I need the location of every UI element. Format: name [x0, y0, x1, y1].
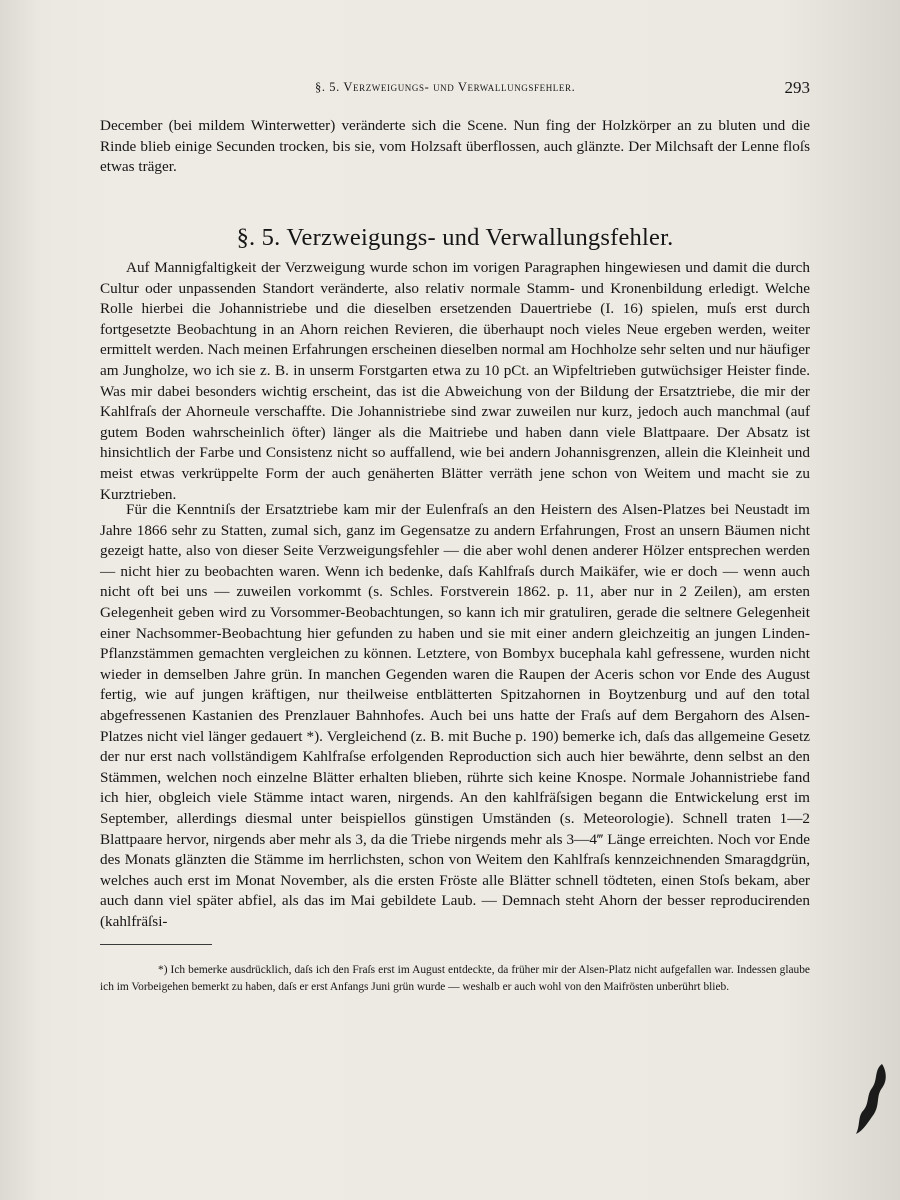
running-head-title: §. 5. Verzweigungs- und Verwallungsfehler. [315, 80, 576, 94]
footnote: *) Ich bemerke ausdrücklich, daſs ich den Fraſs erst im August entdeckte, da früher mir der Alsen-Platz nicht aufgefallen war. Indessen glaube ich im Vorbeigehen bemerkt zu haben, daſs er erst Anfangs Juni grün wurde — weshalb er auch wohl von den Maifrösten unberührt blieb. [100, 964, 810, 993]
running-head [100, 78, 810, 100]
ink-blot-mark [852, 1060, 892, 1140]
body-paragraph-1: Auf Mannigfaltigkeit der Verzweigung wurde schon im vorigen Paragraphen hingewiesen und damit die durch Cultur oder unpassenden Standort veränderte, also relativ normale Stamm- und Kronenbildung erledigt. Welche Rolle hierbei die Johannistriebe und die dieselben ersetzenden Dauertriebe (I. 16) spielen, muſs erst durch fortgesetzte Beobachtung in an Ahorn reichen Revieren, die überhaupt noch vieles Neue ergeben werden, weiter ermittelt werden. Nach meinen Erfahrungen erscheinen dieselben normal am Hochholze sehr selten und nur häufiger am Jungholze, wo ich sie z. B. in unserm Forstgarten etwa zu 10 pCt. an Wipfeltrieben gutwüchsiger Heister finde. Was mir dabei besonders wichtig erscheint, das ist die Abweichung von der Bildung der Ersatztriebe, die mir der Kahlfraſs der Ahorneule verschaffte. Die Johannistriebe sind zwar zuweilen nur kurz, jedoch auch manchmal (auf gutem Boden wahrscheinlich öfter) länger als die Maitriebe und haben dann viele Blattpaare. Der Absatz ist hinsichtlich der Farbe und Consistenz nicht so auffallend, wie bei andern Johannisgrenzen, allein die Kleinheit und meist etwas verkrüppelte Form der auch genäherten Blätter verräth jene schon von Weitem und macht sie zu Kurztrieben. [100, 259, 810, 503]
body-paragraph-2: Für die Kenntniſs der Ersatztriebe kam mir der Eulenfraſs an den Heistern des Alsen-Platzes bei Neustadt im Jahre 1866 sehr zu Statten, zumal sich, ganz im Gegensatze zu andern Erfahrungen, Frost an unsern Bäumen nicht gezeigt hatte, also von dieser Seite Verzweigungsfehler — die aber wohl denen anderer Hölzer entsprechen werden — nicht hier zu beobachten waren. Wenn ich bedenke, daſs Kahlfraſs durch Maikäfer, wie er doch — wenn auch nicht oft bei uns — zuweilen vorkommt (s. Schles. Forstverein 1862. p. 11, aber nur in 2 Zeilen), am ersten Gelegenheit geben wird zu Vorsommer-Beobachtungen, so kann ich mir gratuliren, gerade die seltnere Gelegenheit einer Nachsommer-Beobachtung hier gefunden zu haben und sie mit einer andern gleichzeitig an jungen Linden-Pflanzstämmen gemachten vergleichen zu können. Letztere, von Bombyx bucephala kahl gefressene, wurden nicht wieder in demselben Jahre grün. In manchen Gegenden waren die Raupen der Aceris schon vor Ende des August fertig, wie auf jungen kräftigen, nur theilweise entblätterten Spitzahornen in Boytzenburg und auf den total abgefressenen Kastanien des Prenzlauer Bahnhofes. Auch bei uns hatte der Fraſs auf dem Bergahorn des Alsen-Platzes nicht viel länger gedauert *). Vergleichend (z. B. mit Buche p. 190) bemerke ich, daſs das allgemeine Gesetz der nur erst nach vollständigem Kahlfraſse erfolgenden Reproduction sich auch hier bewährte, denn selbst an den Stämmen, welchen noch einzelne Blätter erhalten blieben, rührte sich keine Knospe. Normale Johannistriebe fand ich hier, obgleich viele Stämme intact waren, nirgends. An den kahlfräſsigen begann die Entwickelung erst im September, allerdings diesmal unter beispiellos günstigen Umständen (s. Meteorologie). Schnell traten 1—2 Blattpaare hervor, nirgends aber mehr als 3, da die Triebe nirgends mehr als 3—4‴ Länge erreichten. Noch vor Ende des Monats glänzten die Stämme im herrlichsten, schon von Weitem den Kahlfraſs kennzeichnenden Smaragdgrün, welches auch erst im Monat November, als die ersten Fröste alle Blätter schnell tödteten, einen Stoſs bekam, aber auch dann viel später abfiel, als das im Mai gebildete Laub. — Demnach steht Ahorn der besser reproducirenden (kahlfräſsi- [100, 501, 810, 930]
section-heading: §. 5. Verzweigungs- und Verwallungsfehler. [236, 224, 674, 251]
page-number: 293 [784, 78, 810, 97]
footnote-rule [100, 944, 212, 945]
intro-paragraph: December (bei mildem Winterwetter) veränderte sich die Scene. Nun fing der Holzkörper an zu bluten und die Rinde blieb einige Secunden trocken, bis sie, vom Holzsaft überflossen, auch glänzte. Der Milchsaft der Lenne floſs etwas träger. [100, 117, 810, 176]
